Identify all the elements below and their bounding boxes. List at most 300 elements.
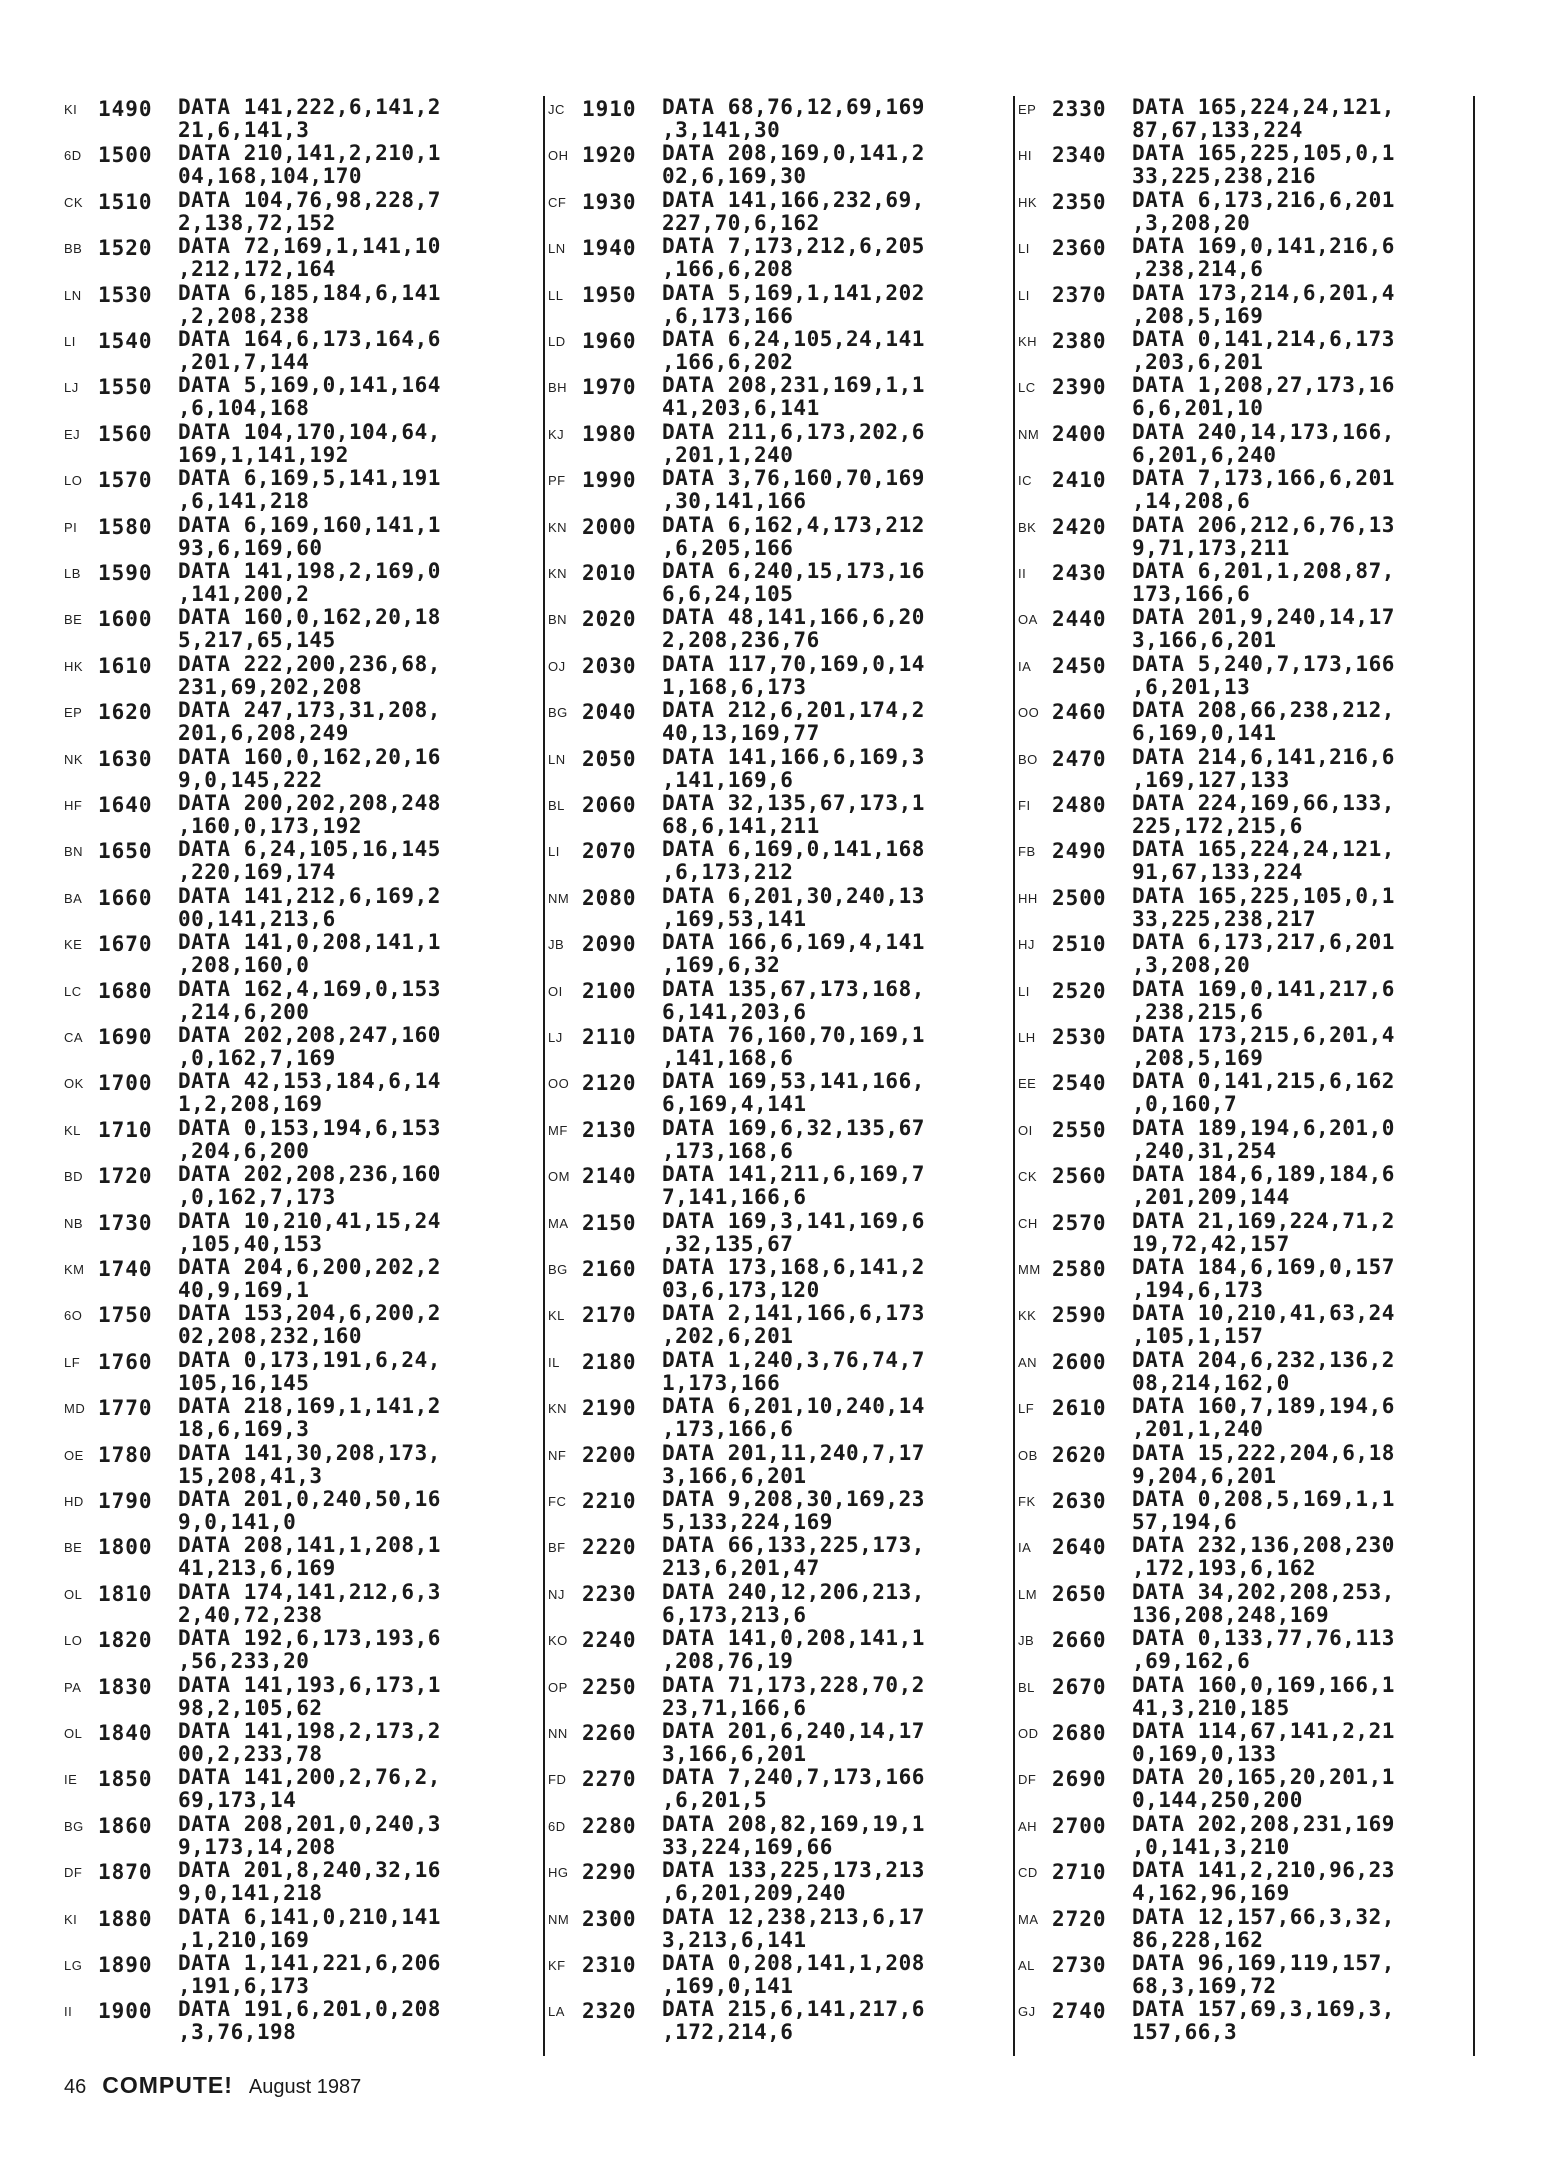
data-statement-line: DATA 160,0,162,20,18	[178, 605, 441, 630]
data-statement	[178, 1163, 544, 1209]
checksum-code: LB	[64, 566, 81, 581]
listing-column-1	[64, 96, 544, 2046]
checksum-code: HD	[64, 1494, 84, 1509]
listing-entry	[1018, 1210, 1488, 1256]
line-number: 1770	[98, 1396, 153, 1421]
data-statement-line: DATA 160,7,189,194,6	[1132, 1394, 1395, 1419]
data-statement-line: 86,228,162	[1132, 1927, 1264, 1952]
checksum-code: IL	[548, 1354, 560, 1370]
line-number: 2230	[582, 1581, 637, 1606]
data-statement-line: 02,208,232,160	[178, 1324, 363, 1349]
line-number: 2540	[1052, 1071, 1107, 1096]
data-statement-line: 0,169,0,133	[1132, 1742, 1277, 1766]
checksum-code: 6D	[548, 1818, 566, 1834]
checksum-code: BF	[548, 1540, 566, 1556]
data-statement-line: DATA 165,224,24,121,	[1132, 837, 1395, 862]
checksum-code: LM	[1018, 1586, 1038, 1602]
checksum-code: HG	[548, 1865, 569, 1881]
checksum-code: KL	[548, 1308, 565, 1324]
data-statement	[662, 1906, 1028, 1952]
data-statement-line: 68,3,169,72	[1132, 1974, 1277, 1998]
data-statement-line: ,172,214,6	[662, 2020, 794, 2045]
data-statement	[178, 328, 544, 374]
data-statement	[178, 606, 544, 652]
data-statement-line: DATA 169,0,141,217,6	[1132, 976, 1395, 1001]
data-statement-line: 02,6,169,30	[662, 164, 807, 189]
checksum-code: LO	[64, 1633, 83, 1649]
data-statement-line: ,6,173,212	[662, 860, 794, 885]
data-statement	[178, 792, 544, 838]
line-number: 2250	[582, 1674, 637, 1699]
data-statement-line: DATA 208,201,0,240,3	[178, 1811, 441, 1836]
checksum-code: IA	[1018, 1540, 1032, 1556]
data-statement	[1132, 653, 1488, 699]
data-statement-line: ,201,1,240	[1132, 1417, 1264, 1442]
line-number: 1900	[98, 1999, 153, 2024]
listing-entry	[548, 328, 1028, 374]
data-statement	[662, 1349, 1028, 1395]
line-number: 1810	[98, 1581, 153, 1606]
data-statement-line: 5,133,224,169	[662, 1510, 833, 1534]
data-statement	[1132, 931, 1488, 977]
data-statement-line: 4,162,96,169	[1132, 1881, 1290, 1906]
line-number: 2350	[1052, 189, 1107, 214]
listing-entry	[64, 1906, 544, 1952]
checksum-code: LI	[1018, 287, 1030, 303]
data-statement-line: DATA 0,141,215,6,162	[1132, 1069, 1395, 1094]
data-statement-line: DATA 34,202,208,253,	[1132, 1579, 1395, 1604]
line-number: 2070	[582, 839, 637, 864]
line-number: 1750	[98, 1303, 153, 1328]
data-statement-line: ,0,162,7,169	[178, 1046, 336, 1070]
data-statement	[178, 189, 544, 235]
data-statement	[178, 235, 544, 281]
checksum-code: OM	[548, 1169, 570, 1185]
line-number: 2040	[582, 700, 637, 725]
listing-entry	[1018, 374, 1488, 420]
checksum-code: BG	[548, 705, 568, 721]
checksum-code: FI	[1018, 798, 1031, 813]
checksum-code: DF	[1018, 1772, 1037, 1788]
data-statement-line: DATA 0,141,214,6,173	[1132, 327, 1395, 351]
data-statement	[662, 1952, 1028, 1998]
line-number: 2340	[1052, 143, 1107, 168]
data-statement-line: ,238,214,6	[1132, 257, 1264, 282]
line-number: 2290	[582, 1860, 637, 1885]
data-statement-line: DATA 157,69,3,169,3,	[1132, 1997, 1395, 2022]
data-statement-line: ,3,208,20	[1132, 953, 1251, 978]
data-statement	[662, 653, 1028, 699]
line-number: 2520	[1052, 978, 1107, 1003]
listing-entry	[64, 653, 544, 699]
data-statement-line: DATA 208,141,1,208,1	[178, 1533, 441, 1558]
data-statement-line: ,208,5,169	[1132, 303, 1264, 328]
data-statement-line: DATA 184,6,169,0,157	[1132, 1255, 1395, 1279]
listing-entry	[548, 978, 1028, 1024]
line-number: 1580	[98, 514, 153, 539]
listing-entry	[64, 1534, 544, 1580]
data-statement	[662, 1813, 1028, 1859]
data-statement-line: DATA 208,169,0,141,2	[662, 141, 925, 166]
data-statement	[1132, 1070, 1488, 1116]
listing-entry	[1018, 1534, 1488, 1580]
data-statement-line: DATA 114,67,141,2,21	[1132, 1719, 1395, 1743]
data-statement	[1132, 328, 1488, 374]
data-statement-line: 33,225,238,216	[1132, 164, 1317, 189]
listing-entry	[64, 1256, 544, 1302]
line-number: 1610	[98, 653, 153, 678]
listing-entry	[548, 1302, 1028, 1348]
listing-entry	[548, 653, 1028, 699]
listing-entry	[548, 699, 1028, 745]
data-statement-line: 93,6,169,60	[178, 535, 323, 560]
data-statement-line: DATA 165,224,24,121,	[1132, 95, 1395, 119]
checksum-code: CH	[1018, 1215, 1038, 1231]
line-number: 1530	[98, 282, 153, 307]
listing-entry	[64, 838, 544, 884]
line-number: 2220	[582, 1535, 637, 1560]
magazine-name: COMPUTE!	[102, 2072, 233, 2098]
line-number: 2670	[1052, 1674, 1107, 1699]
data-statement-line: DATA 218,169,1,141,2	[178, 1394, 441, 1419]
line-number: 2610	[1052, 1396, 1107, 1421]
line-number: 1790	[98, 1489, 153, 1513]
data-statement-line: DATA 2,141,166,6,173	[662, 1301, 925, 1326]
data-statement	[1132, 1488, 1488, 1534]
line-number: 2210	[582, 1489, 637, 1513]
data-statement	[662, 1256, 1028, 1302]
listing-entry	[1018, 1627, 1488, 1673]
data-statement-line: ,2,208,238	[178, 303, 310, 328]
checksum-code: BN	[64, 844, 84, 860]
data-statement-line: DATA 72,169,1,141,10	[178, 234, 441, 259]
data-statement	[1132, 282, 1488, 328]
data-statement-line: DATA 153,204,6,200,2	[178, 1301, 441, 1326]
checksum-code: OA	[1018, 612, 1038, 628]
listing-entry	[548, 374, 1028, 420]
data-statement-line: DATA 169,53,141,166,	[662, 1069, 925, 1094]
line-number: 2280	[582, 1813, 637, 1838]
checksum-code: IE	[64, 1772, 78, 1788]
line-number: 2710	[1052, 1860, 1107, 1885]
line-number: 1980	[582, 421, 637, 446]
checksum-code: BL	[1018, 1679, 1035, 1695]
checksum-code: NM	[548, 1911, 570, 1927]
line-number: 1720	[98, 1164, 153, 1189]
line-number: 2100	[582, 978, 637, 1003]
data-statement-line: ,141,169,6	[662, 767, 794, 792]
data-statement-line: ,32,135,67	[662, 1231, 794, 1256]
listing-entry	[1018, 1952, 1488, 1998]
data-statement	[662, 931, 1028, 977]
data-statement	[662, 1070, 1028, 1116]
checksum-code: KH	[1018, 334, 1038, 349]
data-statement-line: ,240,31,254	[1132, 1138, 1277, 1163]
data-statement-line: 6,169,4,141	[662, 1092, 807, 1117]
line-number: 1780	[98, 1442, 153, 1467]
checksum-code: JC	[548, 102, 565, 117]
data-statement-line: 33,225,238,217	[1132, 906, 1317, 931]
data-statement	[178, 514, 544, 560]
checksum-code: KM	[64, 1262, 85, 1277]
checksum-code: CF	[548, 194, 567, 210]
data-statement	[178, 699, 544, 745]
line-number: 1940	[582, 236, 637, 261]
data-statement	[178, 282, 544, 328]
data-statement-line: DATA 240,12,206,213,	[662, 1579, 925, 1604]
data-statement-line: ,1,210,169	[178, 1927, 310, 1952]
checksum-code: HF	[64, 798, 83, 813]
line-number: 2510	[1052, 932, 1107, 957]
line-number: 1860	[98, 1813, 153, 1838]
listing-entry	[64, 282, 544, 328]
checksum-code: OB	[1018, 1447, 1038, 1463]
listing-entry	[64, 1210, 544, 1256]
data-statement	[178, 467, 544, 513]
checksum-code: 6D	[64, 148, 82, 164]
data-statement	[178, 1906, 544, 1952]
line-number: 1840	[98, 1721, 153, 1745]
listing-entry	[64, 1349, 544, 1395]
checksum-code: BO	[1018, 751, 1038, 767]
checksum-code: LI	[1018, 983, 1030, 999]
checksum-code: FC	[548, 1494, 567, 1509]
checksum-code: LJ	[64, 380, 79, 396]
listing-entry	[64, 560, 544, 606]
data-statement-line: ,201,7,144	[178, 350, 310, 374]
listing-entry	[548, 838, 1028, 884]
listing-entry	[548, 931, 1028, 977]
data-statement	[1132, 1674, 1488, 1720]
line-number: 1960	[582, 329, 637, 353]
data-statement	[1132, 560, 1488, 606]
data-statement-line: DATA 211,6,173,202,6	[662, 419, 925, 444]
line-number: 2680	[1052, 1721, 1107, 1745]
line-number: 2700	[1052, 1813, 1107, 1838]
checksum-code: OD	[1018, 1726, 1039, 1741]
data-statement-line: DATA 48,141,166,6,20	[662, 605, 925, 630]
checksum-code: OE	[64, 1447, 84, 1463]
data-statement-line: DATA 160,0,169,166,1	[1132, 1672, 1395, 1697]
checksum-code: EP	[1018, 102, 1037, 117]
data-statement-line: DATA 6,24,105,16,145	[178, 837, 441, 862]
listing-entry	[64, 978, 544, 1024]
data-statement	[1132, 514, 1488, 560]
listing-entry	[548, 792, 1028, 838]
checksum-code: BD	[64, 1169, 84, 1185]
line-number: 2030	[582, 653, 637, 678]
data-statement-line: DATA 141,166,6,169,3	[662, 744, 925, 769]
data-statement-line: ,204,6,200	[178, 1138, 310, 1163]
data-statement-line: DATA 6,201,10,240,14	[662, 1394, 925, 1419]
line-number: 2190	[582, 1396, 637, 1421]
data-statement-line: 169,1,141,192	[178, 442, 349, 467]
listing-entry	[64, 931, 544, 977]
data-statement	[1132, 142, 1488, 188]
data-statement	[1132, 792, 1488, 838]
data-statement-line: 225,172,215,6	[1132, 814, 1303, 838]
data-statement	[1132, 1581, 1488, 1627]
data-statement	[1132, 1906, 1488, 1952]
data-statement-line: ,3,76,198	[178, 2020, 297, 2045]
data-statement-line: DATA 160,0,162,20,16	[178, 744, 441, 769]
listing-entry	[1018, 1024, 1488, 1070]
data-statement-line: 41,203,6,141	[662, 396, 820, 421]
line-number: 2600	[1052, 1349, 1107, 1374]
line-number: 2000	[582, 514, 637, 539]
data-statement-line: DATA 208,66,238,212,	[1132, 698, 1395, 723]
listing-entry	[1018, 1070, 1488, 1116]
checksum-code: LC	[64, 983, 82, 999]
checksum-code: II	[64, 2004, 73, 2020]
data-statement-line: DATA 202,208,236,160	[178, 1162, 441, 1187]
line-number: 2730	[1052, 1953, 1107, 1977]
data-statement-line: DATA 166,6,169,4,141	[662, 930, 925, 955]
data-statement-line: DATA 247,173,31,208,	[178, 698, 441, 723]
line-number: 2650	[1052, 1581, 1107, 1606]
data-statement	[1132, 1813, 1488, 1859]
checksum-code: IA	[1018, 658, 1032, 674]
checksum-code: FD	[548, 1772, 567, 1788]
listing-entry	[548, 1766, 1028, 1812]
data-statement-line: DATA 6,169,160,141,1	[178, 512, 441, 537]
line-number: 1990	[582, 468, 637, 493]
line-number: 2090	[582, 932, 637, 957]
data-statement-line: ,208,160,0	[178, 953, 310, 978]
data-statement	[178, 1024, 544, 1070]
data-statement-line: ,6,201,13	[1132, 674, 1251, 699]
data-statement	[662, 792, 1028, 838]
data-statement-line: ,6,141,218	[178, 489, 310, 514]
line-number: 2500	[1052, 885, 1107, 910]
listing-entry	[548, 1813, 1028, 1859]
data-statement-line: DATA 141,0,208,141,1	[662, 1626, 925, 1651]
data-statement	[178, 1302, 544, 1348]
data-statement	[1132, 1256, 1488, 1302]
listing-entry	[548, 885, 1028, 931]
listing-entry	[1018, 885, 1488, 931]
listing-column-3	[1018, 96, 1488, 2046]
data-statement-line: ,160,0,173,192	[178, 814, 363, 838]
data-statement-line: ,105,40,153	[178, 1231, 323, 1256]
line-number: 1620	[98, 700, 153, 725]
checksum-code: LG	[64, 1958, 83, 1973]
data-statement-line: DATA 141,198,2,173,2	[178, 1719, 441, 1743]
line-number: 1930	[582, 189, 637, 214]
line-number: 1890	[98, 1953, 153, 1977]
data-statement-line: ,6,201,5	[662, 1788, 768, 1813]
data-statement	[1132, 1349, 1488, 1395]
data-statement-line: DATA 141,212,6,169,2	[178, 883, 441, 908]
listing-entry	[64, 699, 544, 745]
checksum-code: KE	[64, 937, 83, 953]
data-statement-line: DATA 66,133,225,173,	[662, 1533, 925, 1558]
data-statement-line: ,105,1,157	[1132, 1324, 1264, 1349]
checksum-code: OJ	[548, 658, 566, 674]
data-statement-line: 15,208,41,3	[178, 1463, 323, 1488]
data-statement-line: 7,141,166,6	[662, 1185, 807, 1210]
data-statement-line: ,173,168,6	[662, 1138, 794, 1163]
listing-entry	[548, 1024, 1028, 1070]
line-number: 2720	[1052, 1906, 1107, 1931]
checksum-code: BL	[548, 798, 565, 813]
data-statement-line: 2,208,236,76	[662, 628, 820, 653]
line-number: 2620	[1052, 1442, 1107, 1467]
data-statement-line: 21,6,141,3	[178, 118, 310, 142]
listing-entry	[64, 1766, 544, 1812]
data-statement-line: ,6,201,209,240	[662, 1881, 847, 1906]
data-statement-line: DATA 169,0,141,216,6	[1132, 234, 1395, 259]
listing-entry	[1018, 96, 1488, 142]
listing-entry	[1018, 467, 1488, 513]
data-statement-line: DATA 191,6,201,0,208	[178, 1997, 441, 2022]
listing-entry	[1018, 653, 1488, 699]
line-number: 1920	[582, 143, 637, 168]
data-statement	[178, 560, 544, 606]
checksum-code: CD	[1018, 1865, 1038, 1881]
line-number: 1950	[582, 282, 637, 307]
checksum-code: HH	[1018, 890, 1038, 906]
line-number: 2160	[582, 1257, 637, 1281]
checksum-code: OO	[1018, 705, 1040, 721]
line-number: 2240	[582, 1628, 637, 1653]
data-statement	[662, 328, 1028, 374]
data-statement-line: DATA 7,173,212,6,205	[662, 234, 925, 259]
line-number: 1590	[98, 561, 153, 585]
data-statement-line: DATA 133,225,173,213	[662, 1858, 925, 1883]
listing-entry	[1018, 1998, 1488, 2044]
data-statement	[662, 1024, 1028, 1070]
line-number: 2490	[1052, 839, 1107, 864]
data-statement-line: DATA 169,3,141,169,6	[662, 1208, 925, 1233]
checksum-code: BA	[64, 890, 83, 906]
data-statement-line: 3,166,6,201	[662, 1463, 807, 1488]
checksum-code: OP	[548, 1679, 568, 1695]
checksum-code: LI	[548, 844, 560, 860]
checksum-code: MA	[1018, 1911, 1039, 1927]
checksum-code: FB	[1018, 844, 1036, 860]
data-statement-line: DATA 202,208,231,169	[1132, 1811, 1395, 1836]
data-statement-line: 136,208,248,169	[1132, 1602, 1330, 1627]
data-statement	[662, 1998, 1028, 2044]
data-statement-line: 00,2,233,78	[178, 1742, 323, 1766]
data-statement	[662, 142, 1028, 188]
data-statement-line: DATA 214,6,141,216,6	[1132, 744, 1395, 769]
listing-entry	[548, 1163, 1028, 1209]
checksum-code: NN	[548, 1726, 568, 1741]
listing-entry	[548, 1952, 1028, 1998]
data-statement-line: DATA 222,200,236,68,	[178, 651, 441, 676]
checksum-code: KN	[548, 1401, 568, 1417]
data-statement-line: 91,67,133,224	[1132, 860, 1303, 885]
data-statement	[1132, 1117, 1488, 1163]
data-statement	[1132, 1952, 1488, 1998]
data-statement-line: DATA 201,0,240,50,16	[178, 1487, 441, 1511]
listing-entry	[64, 514, 544, 560]
data-statement-line: 57,194,6	[1132, 1510, 1238, 1534]
data-statement-line: DATA 192,6,173,193,6	[178, 1626, 441, 1651]
listing-entry	[548, 1720, 1028, 1766]
line-number: 1740	[98, 1257, 153, 1281]
data-statement-line: 9,0,145,222	[178, 767, 323, 792]
data-statement-line: DATA 1,208,27,173,16	[1132, 373, 1395, 398]
data-statement-line: ,141,200,2	[178, 582, 310, 606]
data-statement-line: DATA 76,160,70,169,1	[662, 1023, 925, 1047]
listing-entry	[548, 1998, 1028, 2044]
data-statement-line: ,169,6,32	[662, 953, 781, 978]
line-number: 1760	[98, 1349, 153, 1374]
listing-entry	[1018, 699, 1488, 745]
